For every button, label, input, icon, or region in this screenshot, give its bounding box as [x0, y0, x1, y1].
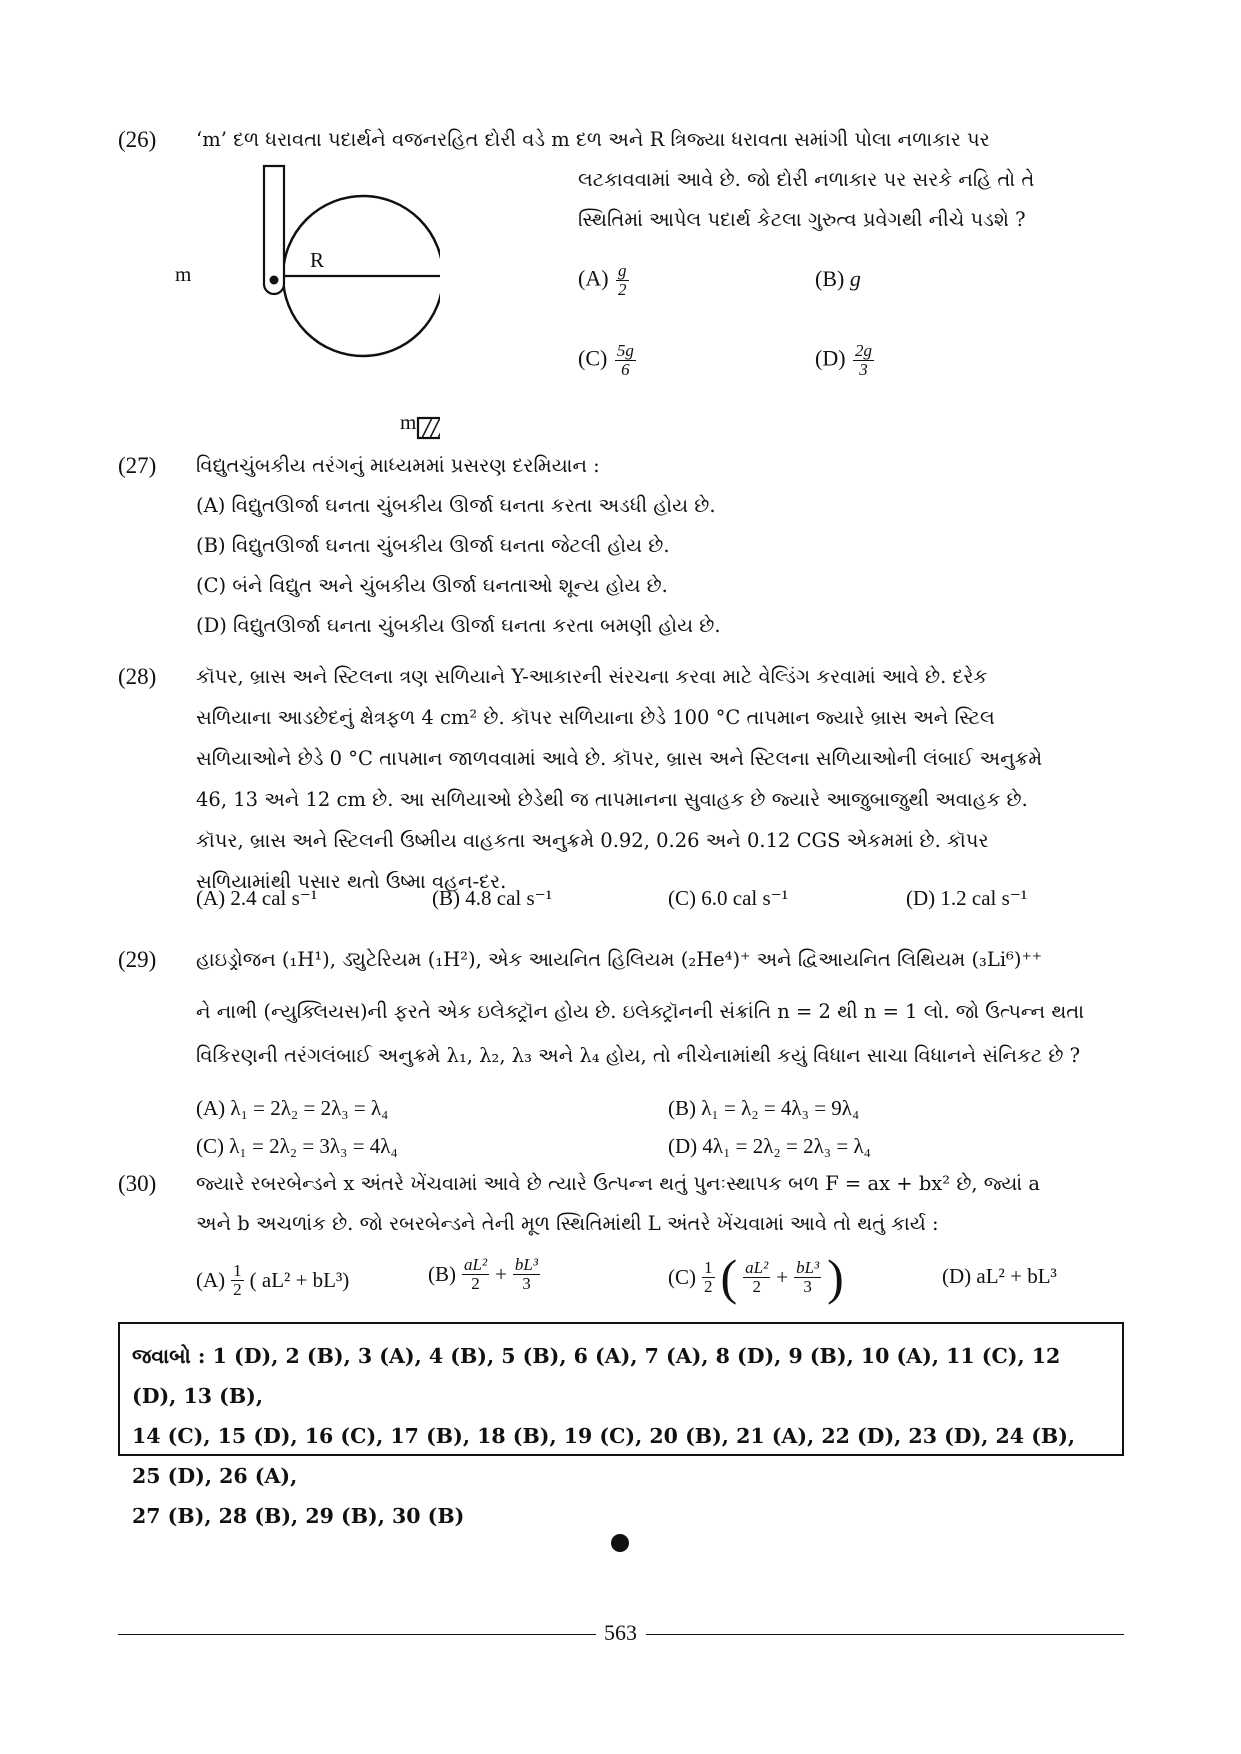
axle-dot — [270, 276, 279, 285]
answer-key-line2: 14 (C), 15 (D), 16 (C), 17 (B), 18 (B), 19 (C), 20 (B), 21 (A), 22 (D), 23 (D), 24 (B), 25 (D), 26 (A), — [132, 1424, 1076, 1488]
option-26-b: (B) g — [815, 266, 861, 291]
question-text-line1: જ્યારે રબરબેન્ડને x અંતરે ખેંચવામાં આવે છે ત્યારે ઉત્પન્ન થતું પુનઃસ્થાપક બળ F = ax + bx² છે, જ્યાં a — [196, 1172, 1040, 1195]
question-text-line2: અને b અચળાંક છે. જો રબરબેન્ડને તેની મૂળ સ્થિતિમાંથી L અંતરે ખેંચવામાં આવે તો થતું કાર્ય : — [196, 1212, 939, 1235]
option-28-a: (A) 2.4 cal s⁻¹ — [196, 886, 318, 910]
question-number: (30) — [118, 1171, 157, 1196]
question-text-line1: કૉપર, બ્રાસ અને સ્ટિલના ત્રણ સળિયાને Y-આકારની સંરચના કરવા માટે વેલ્ડિંગ કરવામાં આવે છે. દરેક — [196, 665, 988, 688]
question-28 — [118, 656, 1128, 902]
question-30 — [118, 1164, 1128, 1244]
question-26 — [118, 120, 1128, 160]
pulley-diagram — [160, 160, 440, 445]
option-28-b: (B) 4.8 cal s⁻¹ — [432, 886, 553, 910]
question-text-line6: સળિયામાંથી પસાર થતો ઉષ્મા વહન-દર. — [196, 870, 507, 893]
end-bullet-icon — [611, 1534, 629, 1552]
question-text: ‘m’ દળ ધરાવતા પદાર્થને વજનરહિત દોરી વડે m દળ અને R ત્રિજ્યા ધરાવતા સમાંગી પોલા નળાકાર પર — [196, 128, 990, 151]
answer-key-line1: જવાબો : 1 (D), 2 (B), 3 (A), 4 (B), 5 (B), 6 (A), 7 (A), 8 (D), 9 (B), 10 (A), 11 (C), 12 (D), 13 (B), — [132, 1344, 1061, 1408]
option-27-d: (D) વિદ્યુતઊર્જા ઘનતા ચુંબકીય ઊર્જા ઘનતા કરતા બમણી હોય છે. — [196, 614, 721, 637]
question-29 — [118, 938, 1128, 1078]
question-26-cont — [578, 160, 1138, 240]
question-text-line2: સળિયાના આડછેદનું ક્ષેત્રફળ 4 cm² છે. કૉપર સળિયાના છેડે 100 °C તાપમાન જ્યારે બ્રાસ અને સ્ટિલ — [196, 706, 995, 729]
question-27 — [118, 446, 1128, 646]
question-number: (26) — [118, 127, 157, 152]
question-text-line1: હાઇડ્રોજન (₁H¹), ડ્યુટેરિયમ (₁H²), એક આયનિત હિલિયમ (₂He⁴)⁺ અને દ્વિઆયનિત લિથિયમ (₃Li⁶)⁺⁺ — [196, 948, 1043, 971]
options-29 — [196, 1088, 1096, 1168]
option-29-a: (A) λ₁ = 2λ₂ = 2λ₃ = λ₄ — [196, 1096, 389, 1120]
question-text-line3: સ્થિતિમાં આપેલ પદાર્થ કેટલા ગુરુત્વ પ્રવેગથી નીચે પડશે ? — [578, 208, 1026, 231]
option-26-a: (A) $\frac{g}{2}$ — [578, 261, 627, 299]
footer-rule-right — [646, 1634, 1124, 1635]
option-27-c: (C) બંને વિદ્યુત અને ચુંબકીય ઊર્જા ઘનતાઓ શૂન્ય હોય છે. — [196, 574, 668, 597]
question-text-line5: કૉપર, બ્રાસ અને સ્ટિલની ઉષ્મીય વાહકતા અનુક્રમે 0.92, 0.26 અને 0.12 CGS એકમમાં છે. કૉપર — [196, 829, 989, 852]
option-30-c: (C) $\frac{1}{2}$ ( $\frac{\text{aL²}}{2}$ + $\frac{\text{bL³}}{3}$ ) — [668, 1249, 844, 1305]
question-number: (27) — [118, 453, 157, 478]
answer-key-box — [118, 1322, 1124, 1528]
option-26-d: (D) $\frac{2g}{3}$ — [815, 341, 873, 379]
option-27-a: (A) વિદ્યુતઊર્જા ઘનતા ચુંબકીય ઊર્જા ઘનતા કરતા અડધી હોય છે. — [196, 494, 716, 517]
option-29-c: (C) λ₁ = 2λ₂ = 3λ₃ = 4λ₄ — [196, 1134, 398, 1158]
answer-key-line3: 27 (B), 28 (B), 29 (B), 30 (B) — [132, 1504, 465, 1528]
support-rod — [264, 166, 284, 294]
question-text-line3: વિકિરણની તરંગલંબાઈ અનુક્રમે λ₁, λ₂, λ₃ અને λ₄ હોય, તો નીચેનામાંથી કયું વિધાન સાચા વિધાનને સંનિકટ છે ? — [196, 1044, 1081, 1067]
left-paren-icon: ( — [720, 1249, 738, 1305]
option-30-d: (D) aL² + bL³ — [942, 1264, 1057, 1288]
label-radius: R — [310, 248, 325, 272]
question-number: (29) — [118, 947, 157, 972]
option-28-d: (D) 1.2 cal s⁻¹ — [906, 886, 1028, 910]
question-text-line3: સળિયાઓને છેડે 0 °C તાપમાન જાળવવામાં આવે છે. કૉપર, બ્રાસ અને સ્ટિલના સળિયાઓની લંબાઈ અનુક્રમે — [196, 747, 1043, 770]
question-text: વિદ્યુતચુંબકીય તરંગનું માધ્યમમાં પ્રસરણ દરમિયાન : — [196, 454, 600, 477]
option-30-b: (B) $\frac{\text{aL²}}{2}$ + $\frac{\text{bL³}}{3}$ — [428, 1255, 538, 1293]
option-29-b: (B) λ₁ = λ₂ = 4λ₃ = 9λ₄ — [668, 1096, 860, 1120]
hanging-mass-block — [418, 418, 440, 438]
label-mass-left: m — [175, 262, 192, 286]
option-30-a: (A) $\frac{1}{2}$ ( aL² + bL³) — [196, 1261, 350, 1299]
question-text-line2: લટકાવવામાં આવે છે. જો દોરી નળાકાર પર સરકે નહિ તો તે — [578, 168, 1035, 191]
question-text-line2: ને નાભી (ન્યુક્લિયસ)ની ફરતે એક ઇલેક્ટ્રૉન હોય છે. ઇલેક્ટ્રૉનની સંક્રાંતિ n = 2 થી n = 1 લો. જો ઉત્પન્ન થતા — [196, 1000, 1085, 1023]
option-29-d: (D) 4λ₁ = 2λ₂ = 2λ₃ = λ₄ — [668, 1134, 871, 1158]
option-26-c: (C) $\frac{5g}{6}$ — [578, 341, 634, 379]
option-28-c: (C) 6.0 cal s⁻¹ — [668, 886, 789, 910]
question-text-line4: 46, 13 અને 12 cm છે. આ સળિયાઓ છેડેથી જ તાપમાનના સુવાહક છે જ્યારે આજુબાજુથી અવાહક છે. — [196, 788, 1028, 811]
label-mass-hanging: m — [400, 410, 417, 434]
right-paren-icon: ) — [827, 1249, 844, 1305]
option-27-b: (B) વિદ્યુતઊર્જા ઘનતા ચુંબકીય ઊર્જા ઘનતા જેટલી હોય છે. — [196, 534, 670, 557]
question-number: (28) — [118, 664, 157, 689]
page-number: 563 — [604, 1620, 637, 1645]
